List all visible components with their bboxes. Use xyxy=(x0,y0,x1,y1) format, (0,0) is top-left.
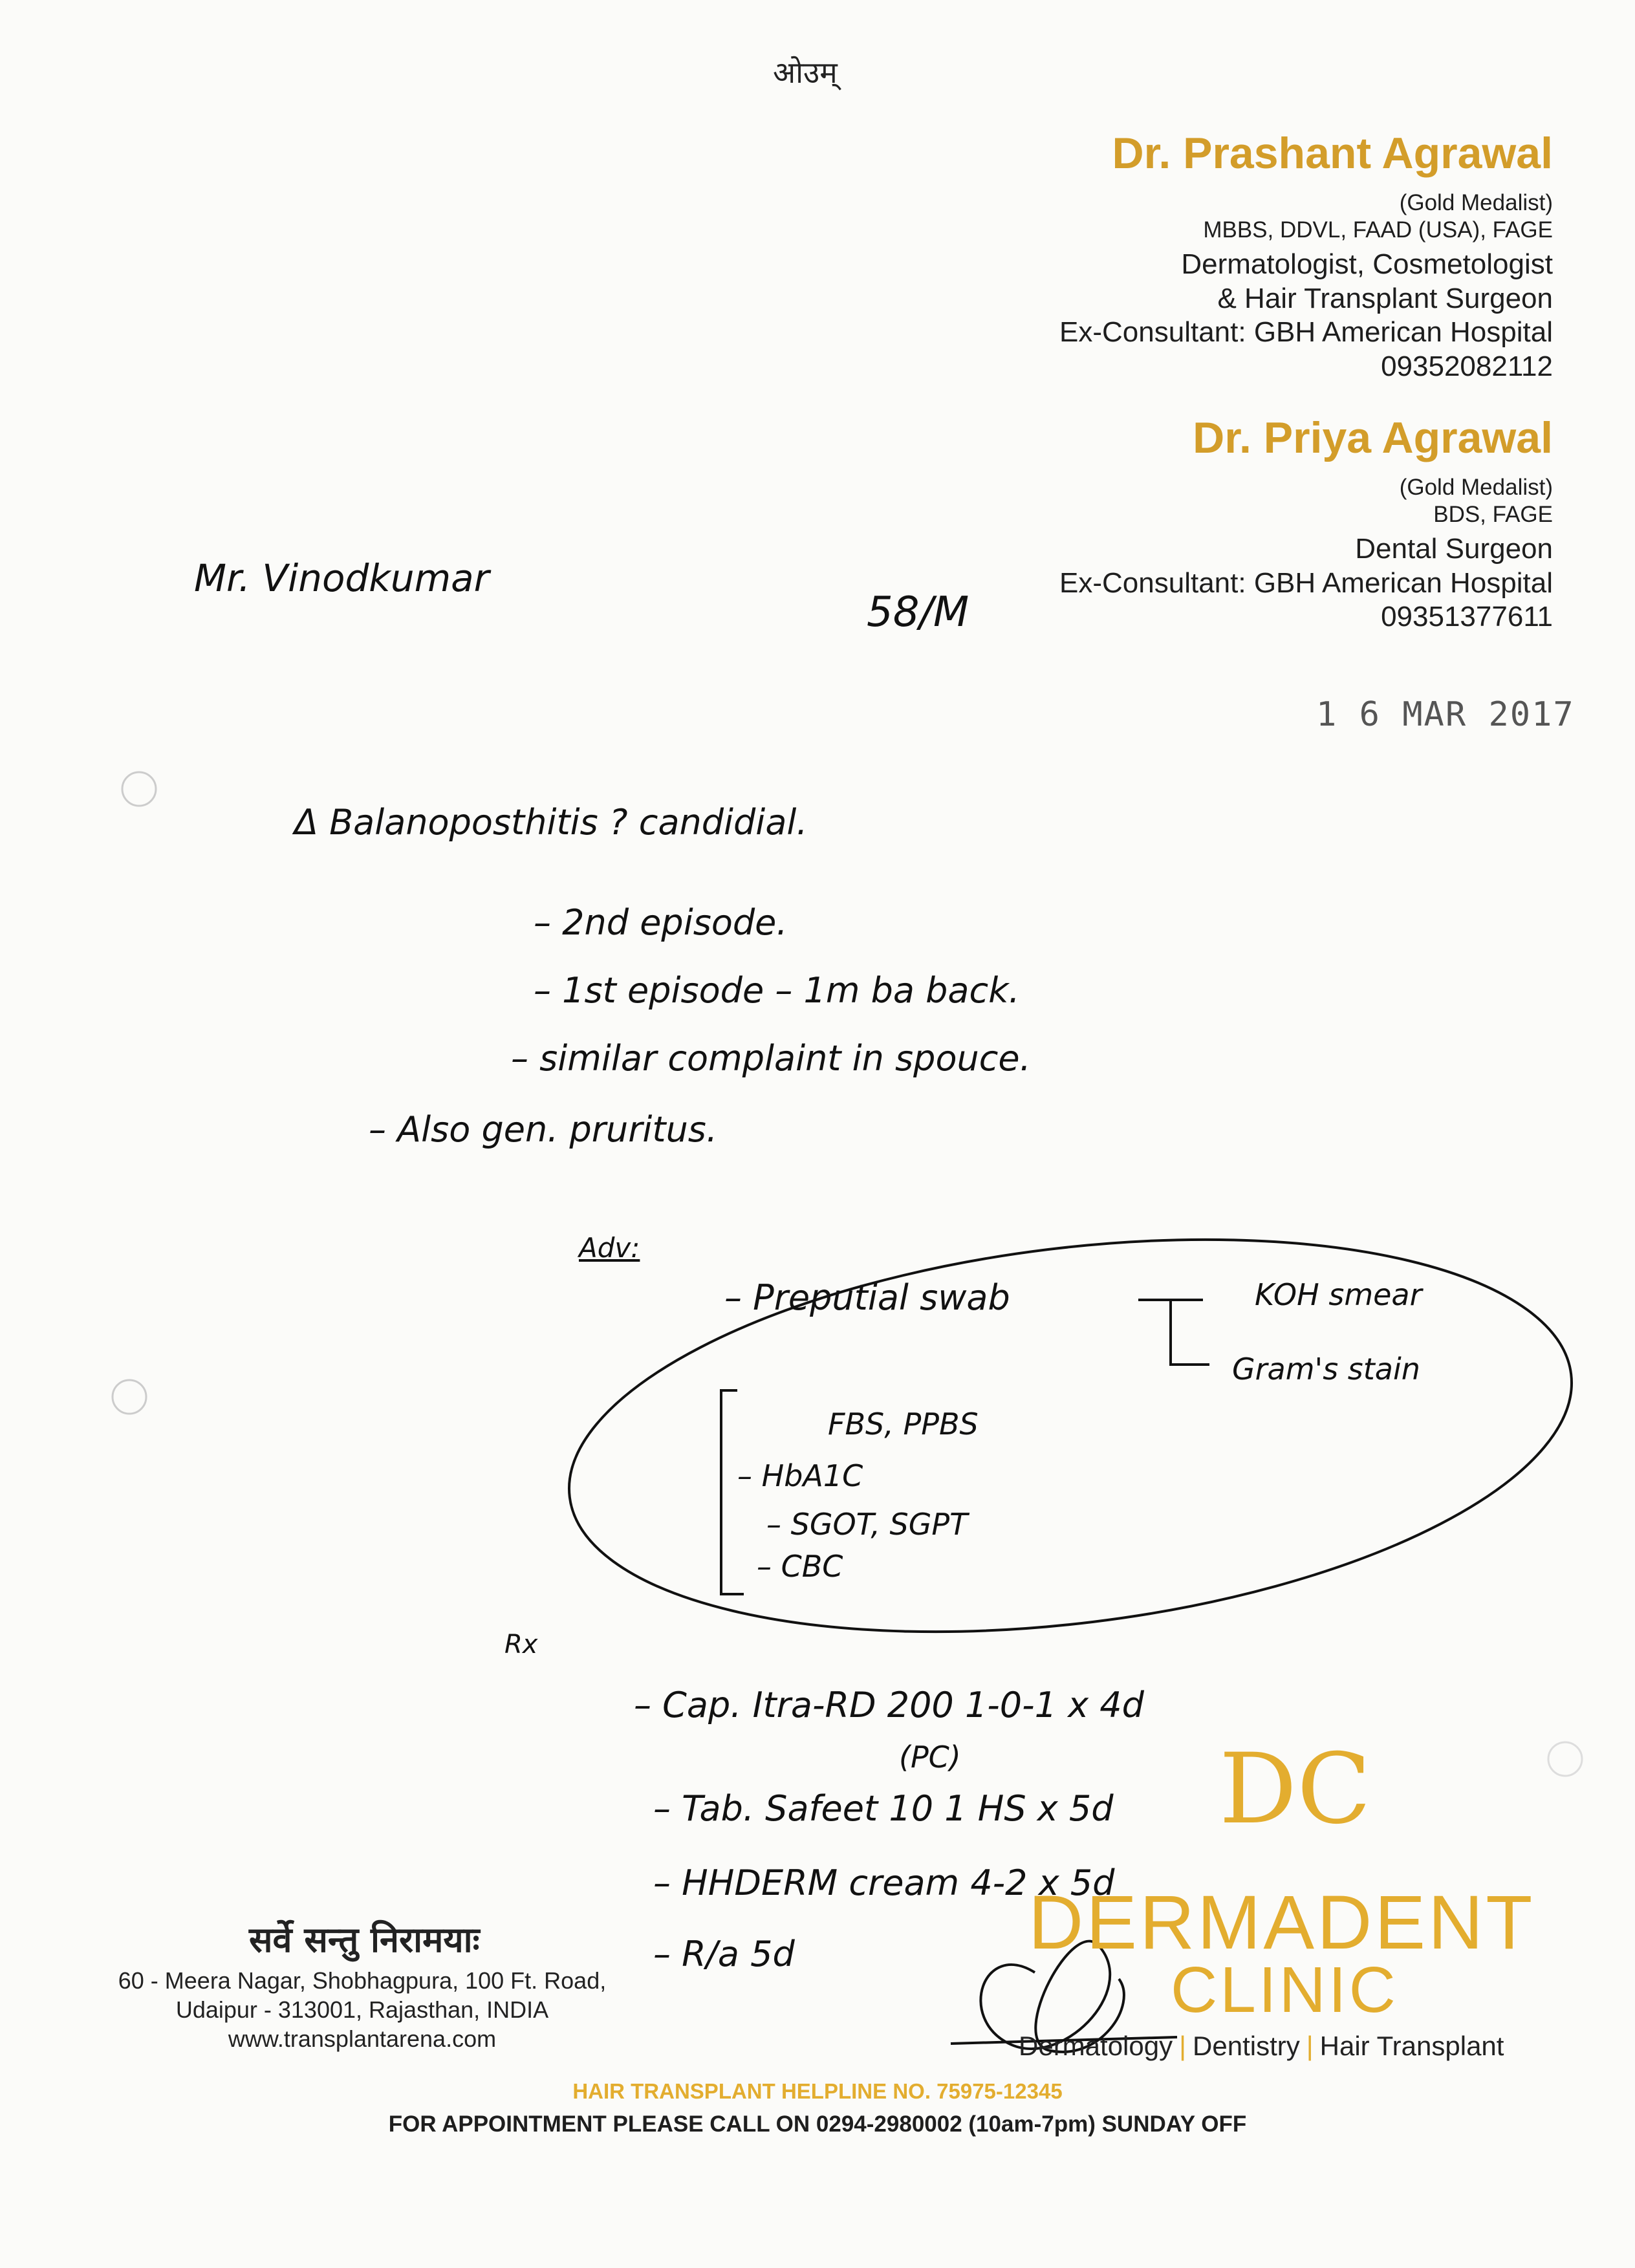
doctor1-degrees: MBBS, DDVL, FAAD (USA), FAGE xyxy=(1203,217,1553,243)
clinic-address xyxy=(91,1966,634,2053)
sanskrit-motto: सर्वे सन्तु निरामयाः xyxy=(249,1919,480,1960)
logo-monogram: DC xyxy=(1219,1733,1372,1846)
advice-test: – SGOT, SGPT xyxy=(766,1507,968,1542)
service-dermatology: Dermatology xyxy=(1019,2031,1173,2061)
rx-item: – Cap. Itra-RD 200 1-0-1 x 4d xyxy=(634,1685,1144,1725)
website[interactable]: www.transplantarena.com xyxy=(228,2025,497,2052)
doctor2-specialty: Dental Surgeon xyxy=(1355,532,1553,565)
advice-swab: – Preputial swab xyxy=(724,1277,1010,1318)
doctor2-phone: 09351377611 xyxy=(1381,601,1553,633)
logo-clinic: CLINIC xyxy=(1171,1954,1398,2026)
rx-item: – R/a 5d xyxy=(653,1934,795,1974)
advice-test: – CBC xyxy=(757,1549,843,1584)
tests-bracket xyxy=(721,1390,744,1594)
patient-age-sex: 58/M xyxy=(867,589,969,636)
patient-name: Mr. Vinodkumar xyxy=(194,556,490,600)
om-symbol: ओउम् xyxy=(773,55,838,90)
rx-item: – HHDERM cream 4-2 x 5d xyxy=(653,1863,1115,1903)
advice-swab-test: KOH smear xyxy=(1255,1277,1422,1312)
helpline: HAIR TRANSPLANT HELPLINE NO. 75975-12345 xyxy=(572,2079,1063,2103)
doctor1-specialty1: Dermatologist, Cosmetologist xyxy=(1181,248,1553,280)
service-dentistry: Dentistry xyxy=(1193,2031,1300,2061)
hole-punch xyxy=(1548,1742,1582,1776)
swab-bracket xyxy=(1138,1300,1209,1365)
doctor1-name: Dr. Prashant Agrawal xyxy=(1112,129,1553,178)
doctor1-specialty2: & Hair Transplant Surgeon xyxy=(1217,282,1553,314)
advice-test: FBS, PPBS xyxy=(828,1407,979,1442)
address-line1: 60 - Meera Nagar, Shobhagpura, 100 Ft. Road, xyxy=(118,1967,607,1994)
service-hair-transplant: Hair Transplant xyxy=(1319,2031,1504,2061)
doctor2-name: Dr. Priya Agrawal xyxy=(1193,413,1553,462)
rx-symbol: Rx xyxy=(504,1630,538,1659)
advice-label: Adv: xyxy=(579,1232,640,1264)
doctor1-medal: (Gold Medalist) xyxy=(1399,189,1553,215)
date-stamp: 1 6 MAR 2017 xyxy=(1316,695,1575,734)
note-line: – 2nd episode. xyxy=(534,902,788,943)
rx-item: – Tab. Safeet 10 1 HS x 5d xyxy=(653,1788,1114,1829)
rx-item-note: (PC) xyxy=(899,1740,961,1775)
note-line: – 1st episode – 1m ba back. xyxy=(534,970,1020,1011)
advice-test: – HbA1C xyxy=(737,1458,863,1493)
doctor1-phone: 09352082112 xyxy=(1381,351,1553,383)
note-line: – similar complaint in spouce. xyxy=(511,1038,1031,1079)
advice-swab-test: Gram's stain xyxy=(1232,1352,1420,1387)
doctor2-medal: (Gold Medalist) xyxy=(1399,474,1553,500)
services-line: Dermatology | Dentistry | Hair Transplant xyxy=(1019,2031,1504,2061)
note-line: – Also gen. pruritus. xyxy=(369,1109,718,1150)
advice-circle xyxy=(547,1188,1594,1683)
doctor2-degrees: BDS, FAGE xyxy=(1433,501,1553,527)
appointment-line: FOR APPOINTMENT PLEASE CALL ON 0294-2980002 (10am-7pm) SUNDAY OFF xyxy=(388,2111,1247,2137)
logo-dermadent: DERMADENT xyxy=(1028,1880,1535,1965)
hole-punch xyxy=(113,1380,146,1414)
doctor1-ex: Ex-Consultant: GBH American Hospital xyxy=(1059,316,1553,349)
address-line2: Udaipur - 313001, Rajasthan, INDIA xyxy=(175,1996,549,2023)
diagnosis: Δ Balanoposthitis ? candidial. xyxy=(294,802,808,843)
hole-punch xyxy=(122,772,156,806)
doctor2-ex: Ex-Consultant: GBH American Hospital xyxy=(1059,567,1553,599)
